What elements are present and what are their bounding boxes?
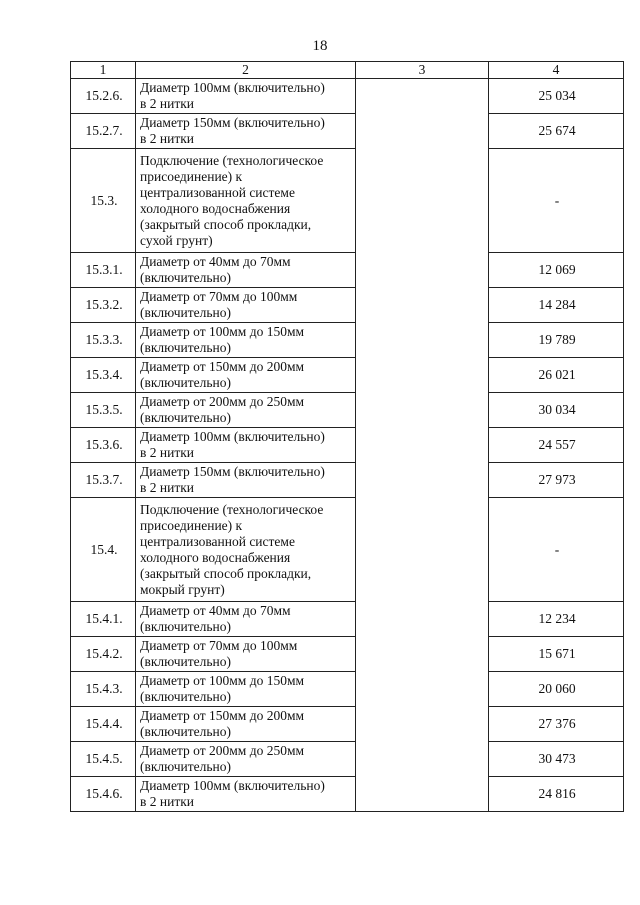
item-number: 15.2.7. xyxy=(71,114,136,149)
description-line: (включительно) xyxy=(140,410,232,425)
table-row xyxy=(71,393,624,428)
item-price: 20 060 xyxy=(489,672,624,707)
table-row xyxy=(71,358,624,393)
description-line: холодного водоснабжения xyxy=(140,200,291,216)
item-price: 12 234 xyxy=(489,602,624,637)
item-number: 15.3.5. xyxy=(71,393,136,428)
description-line: (включительно) xyxy=(140,270,232,285)
item-price: 25 674 xyxy=(489,114,624,149)
item-price: 26 021 xyxy=(489,358,624,393)
description-line: (закрытый способ прокладки, xyxy=(140,565,312,581)
description-line: Диаметр 100мм (включительно) xyxy=(140,429,325,444)
description-line: (включительно) xyxy=(140,375,232,390)
table-row xyxy=(71,602,624,637)
description-line: в 2 нитки xyxy=(140,794,195,809)
item-description xyxy=(136,742,356,777)
item-price: - xyxy=(489,498,624,602)
column-header: 4 xyxy=(489,62,624,79)
item-number: 15.4.6. xyxy=(71,777,136,812)
description-line: централизованной системе xyxy=(140,184,295,200)
description-line: холодного водоснабжения xyxy=(140,549,291,565)
item-description xyxy=(136,498,356,602)
description-line: Подключение (технологическое xyxy=(140,152,324,168)
description-line: (включительно) xyxy=(140,759,232,774)
item-number: 15.4.2. xyxy=(71,637,136,672)
table-row xyxy=(71,149,624,253)
item-description xyxy=(136,672,356,707)
column-header: 3 xyxy=(356,62,489,79)
item-number: 15.3.3. xyxy=(71,323,136,358)
description-line: Подключение (технологическое xyxy=(140,501,324,517)
table-row xyxy=(71,288,624,323)
item-description xyxy=(136,637,356,672)
item-description xyxy=(136,393,356,428)
column-3-cell xyxy=(356,79,489,812)
item-price: 24 816 xyxy=(489,777,624,812)
table-row xyxy=(71,777,624,812)
description-line: присоединение) к xyxy=(140,168,243,184)
description-line: Диаметр от 40мм до 70мм xyxy=(140,254,291,269)
item-description xyxy=(136,707,356,742)
description-line: (включительно) xyxy=(140,689,232,704)
description-line: (включительно) xyxy=(140,305,232,320)
description-line: Диаметр от 200мм до 250мм xyxy=(140,743,305,758)
item-price: 19 789 xyxy=(489,323,624,358)
item-description xyxy=(136,358,356,393)
item-number: 15.4.4. xyxy=(71,707,136,742)
description-line: мокрый грунт) xyxy=(140,581,225,597)
item-price: 27 376 xyxy=(489,707,624,742)
item-description xyxy=(136,253,356,288)
table-row xyxy=(71,742,624,777)
item-price: 15 671 xyxy=(489,637,624,672)
description-line: Диаметр от 100мм до 150мм xyxy=(140,324,305,339)
column-header: 1 xyxy=(71,62,136,79)
item-price: - xyxy=(489,149,624,253)
item-price: 14 284 xyxy=(489,288,624,323)
description-line: Диаметр от 40мм до 70мм xyxy=(140,603,291,618)
item-number: 15.4.1. xyxy=(71,602,136,637)
table-row xyxy=(71,428,624,463)
item-number: 15.4.5. xyxy=(71,742,136,777)
tariff-table xyxy=(70,61,624,812)
item-price: 27 973 xyxy=(489,463,624,498)
description-line: Диаметр 150мм (включительно) xyxy=(140,464,325,479)
item-description xyxy=(136,149,356,253)
item-price: 30 473 xyxy=(489,742,624,777)
description-line: (включительно) xyxy=(140,724,232,739)
item-price: 24 557 xyxy=(489,428,624,463)
description-line: Диаметр от 100мм до 150мм xyxy=(140,673,305,688)
description-line: сухой грунт) xyxy=(140,232,213,248)
table-row xyxy=(71,637,624,672)
description-line: в 2 нитки xyxy=(140,480,195,495)
column-header: 2 xyxy=(136,62,356,79)
item-description xyxy=(136,463,356,498)
item-number: 15.3.2. xyxy=(71,288,136,323)
item-description xyxy=(136,114,356,149)
item-description xyxy=(136,79,356,114)
description-line: в 2 нитки xyxy=(140,445,195,460)
page-number: 18 xyxy=(312,38,328,54)
description-line: (закрытый способ прокладки, xyxy=(140,216,312,232)
item-number: 15.3.4. xyxy=(71,358,136,393)
item-price: 25 034 xyxy=(489,79,624,114)
description-line: присоединение) к xyxy=(140,517,243,533)
description-line: централизованной системе xyxy=(140,533,295,549)
item-description xyxy=(136,428,356,463)
item-number: 15.3.7. xyxy=(71,463,136,498)
item-description xyxy=(136,777,356,812)
description-line: Диаметр 100мм (включительно) xyxy=(140,80,325,95)
table-row xyxy=(71,323,624,358)
item-number: 15.3.1. xyxy=(71,253,136,288)
table-row xyxy=(71,463,624,498)
item-price: 12 069 xyxy=(489,253,624,288)
description-line: в 2 нитки xyxy=(140,96,195,111)
table-row xyxy=(71,79,624,114)
item-number: 15.3.6. xyxy=(71,428,136,463)
description-line: (включительно) xyxy=(140,340,232,355)
description-line: Диаметр от 150мм до 200мм xyxy=(140,359,305,374)
item-price: 30 034 xyxy=(489,393,624,428)
item-number: 15.4. xyxy=(71,498,136,602)
description-line: Диаметр 100мм (включительно) xyxy=(140,778,325,793)
description-line: (включительно) xyxy=(140,619,232,634)
table-row xyxy=(71,707,624,742)
description-line: Диаметр от 200мм до 250мм xyxy=(140,394,305,409)
table-row xyxy=(71,114,624,149)
description-line: в 2 нитки xyxy=(140,131,195,146)
description-line: Диаметр от 150мм до 200мм xyxy=(140,708,305,723)
table-row xyxy=(71,253,624,288)
item-number: 15.4.3. xyxy=(71,672,136,707)
item-number: 15.2.6. xyxy=(71,79,136,114)
item-number: 15.3. xyxy=(71,149,136,253)
item-description xyxy=(136,602,356,637)
item-description xyxy=(136,288,356,323)
description-line: Диаметр от 70мм до 100мм xyxy=(140,638,298,653)
table-row xyxy=(71,672,624,707)
description-line: (включительно) xyxy=(140,654,232,669)
description-line: Диаметр от 70мм до 100мм xyxy=(140,289,298,304)
table-body xyxy=(71,79,624,812)
table-row xyxy=(71,498,624,602)
header-row xyxy=(71,62,624,79)
item-description xyxy=(136,323,356,358)
description-line: Диаметр 150мм (включительно) xyxy=(140,115,325,130)
